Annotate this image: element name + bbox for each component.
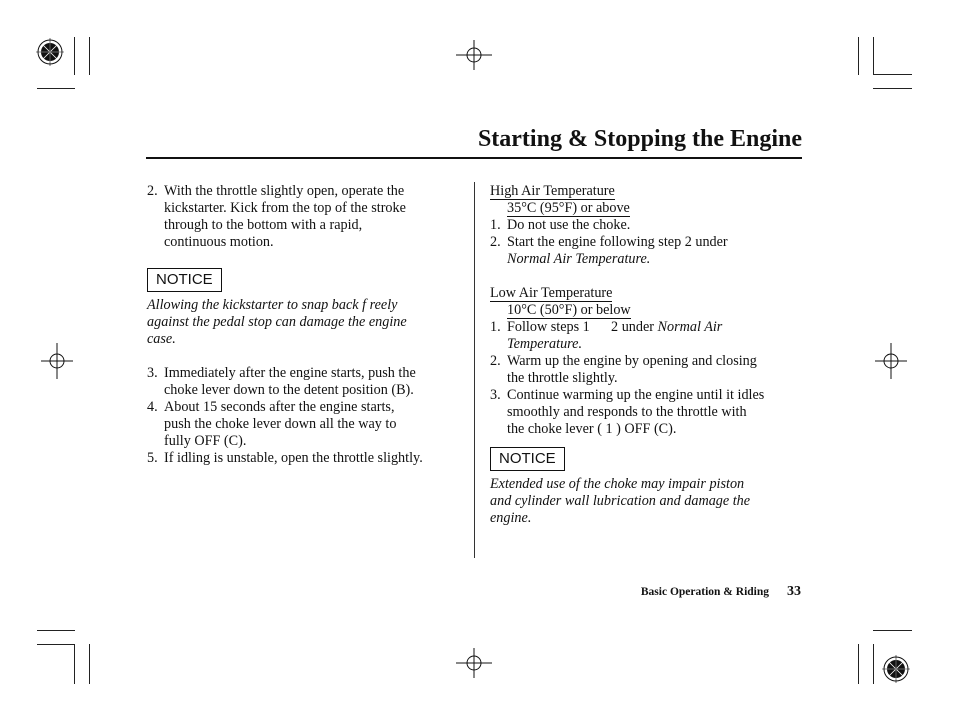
high-temp-range: 35°C (95°F) or above — [507, 200, 630, 216]
step-text-line: the throttle slightly. — [507, 370, 618, 386]
crop-mark — [37, 630, 75, 631]
crosshair-icon — [456, 40, 492, 70]
step-2 — [147, 183, 467, 251]
notice-line: Allowing the kickstarter to snap back f reely — [147, 297, 398, 313]
high-step-1 — [490, 217, 810, 234]
step-text-line: About 15 seconds after the engine starts, — [164, 399, 395, 415]
step-number: 3. — [147, 365, 158, 381]
crop-mark — [74, 644, 75, 684]
step-text-line: continuous motion. — [164, 234, 274, 250]
notice-line: case. — [147, 331, 176, 347]
notice-line: engine. — [490, 510, 532, 526]
step-text-line: push the choke lever down all the way to — [164, 416, 397, 432]
crosshair-icon — [875, 343, 907, 379]
crosshair-icon — [41, 343, 73, 379]
right-column — [490, 183, 810, 527]
step-text-line: smoothly and responds to the throttle with — [507, 404, 747, 420]
step-text-line: Continue warming up the engine until it idles — [507, 387, 765, 403]
step-text: Follow steps 1 2 under — [507, 319, 658, 335]
column-divider — [474, 182, 475, 558]
step-5 — [147, 450, 467, 467]
step-text-line: Warm up the engine by opening and closing — [507, 353, 757, 369]
step-text-line: Start the engine following step 2 under — [507, 234, 728, 250]
high-step-2 — [490, 234, 810, 268]
crop-mark — [89, 37, 90, 75]
step-number: 2. — [147, 183, 158, 199]
step-text-line: the choke lever ( 1 ) OFF (C). — [507, 421, 677, 437]
step-text-line: Immediately after the engine starts, push the — [164, 365, 416, 381]
notice-line: and cylinder wall lubrication and damage the — [490, 493, 751, 509]
low-step-2 — [490, 353, 810, 387]
crop-mark — [37, 88, 75, 89]
crop-mark — [37, 644, 75, 645]
page-footer — [641, 582, 801, 600]
crop-mark — [74, 37, 75, 75]
crop-mark — [873, 88, 912, 89]
step-number: 2. — [490, 234, 501, 250]
step-text-line: Normal Air Temperature. — [507, 251, 651, 267]
step-text-line: through to the bottom with a rapid, — [164, 217, 363, 233]
step-3 — [147, 365, 467, 399]
crosshair-icon — [456, 648, 492, 678]
low-temp-range: 10°C (50°F) or below — [507, 302, 631, 318]
crop-mark — [873, 644, 874, 684]
step-text-italic: Normal Air — [657, 319, 723, 335]
step-number: 1. — [490, 319, 501, 335]
step-text-line: Do not use the choke. — [507, 217, 631, 233]
step-text-line: choke lever down to the detent position (B). — [164, 382, 414, 398]
step-number: 1. — [490, 217, 501, 233]
step-text-line: If idling is unstable, open the throttle slightly. — [164, 450, 423, 466]
notice-text — [490, 476, 810, 527]
notice-line: Extended use of the choke may impair piston — [490, 476, 745, 492]
step-text-line: fully OFF (C). — [164, 433, 247, 449]
page-title: Starting & Stopping the Engine — [477, 126, 802, 152]
notice-text — [147, 297, 467, 348]
crop-mark — [873, 37, 874, 75]
step-text-line: Temperature. — [507, 336, 583, 352]
step-number: 2. — [490, 353, 501, 369]
step-4 — [147, 399, 467, 450]
step-number: 4. — [147, 399, 158, 415]
crop-mark — [873, 74, 912, 75]
notice-line: against the pedal stop can damage the engine — [147, 314, 407, 330]
high-temp-heading: High Air Temperature — [490, 183, 615, 199]
crop-mark — [873, 630, 912, 631]
registration-target-icon — [882, 655, 910, 683]
notice-label: NOTICE — [147, 268, 222, 292]
section-name: Basic Operation & Riding — [640, 586, 769, 598]
crop-mark — [89, 644, 90, 684]
low-step-3 — [490, 387, 810, 438]
step-number: 3. — [490, 387, 501, 403]
crop-mark — [858, 644, 859, 684]
crop-mark — [858, 37, 859, 75]
step-text-line: kickstarter. Kick from the top of the stroke — [164, 200, 406, 216]
title-rule — [146, 157, 802, 159]
left-column — [147, 183, 467, 467]
notice-label: NOTICE — [490, 447, 565, 471]
low-step-1 — [490, 319, 810, 353]
low-temp-heading: Low Air Temperature — [490, 285, 613, 301]
registration-target-icon — [36, 38, 64, 66]
step-text-line: With the throttle slightly open, operate the — [164, 183, 405, 199]
page-number: 33 — [787, 584, 801, 599]
step-number: 5. — [147, 450, 158, 466]
